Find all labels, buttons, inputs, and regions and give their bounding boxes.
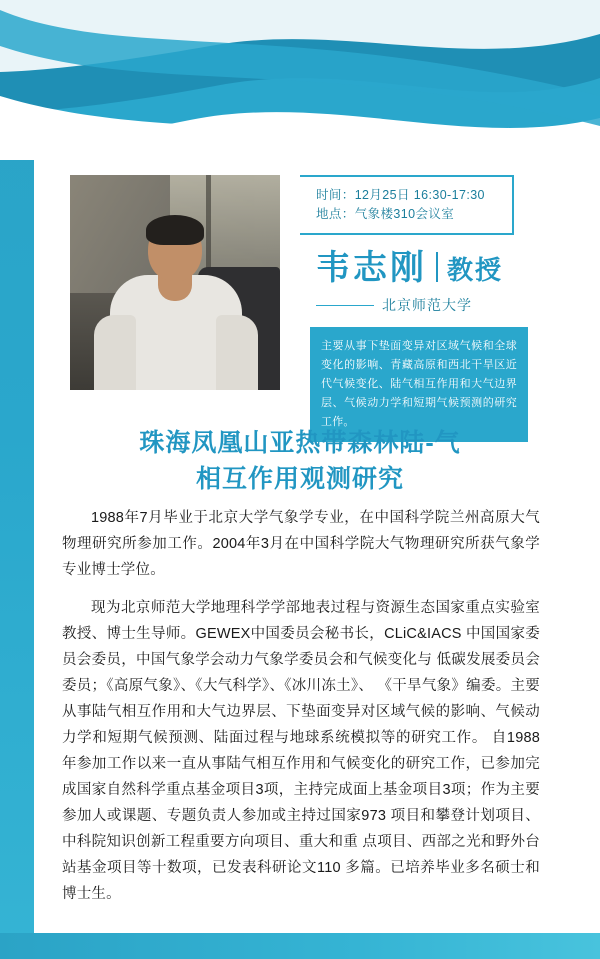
affiliation-text: 北京师范大学 <box>382 297 472 313</box>
biography-paragraph: 现为北京师范大学地理科学学部地表过程与资源生态国家重点实验室教授、博士生导师。GEWEX中国委员会秘书长，CLiC&IACS 中国国家委员会委员，中国气象学会动力气象学委员会和气候变化与 低碳发展委员会委员；《高原气象》、《大气科学》、《冰川冻土》、 《干旱气象》编委。主要从事陆气相互作用和大气边界层、下垫面变异对区域气候的影响、气候动力学和短期气候预测、陆面过程与地球系统模拟等的研究工作。 自1988 年参加工作以来一直从事陆气相互作用和气候变化的研究工作，已参加完成国家自然科学重点基金项目3项，主持完成面上基金项目3项；作为主要参加人或课题、专题负责人参加或主持过国家973 项目和攀登计划项目、中科院知识创新工程重要方向项目、重大和重 点项目、西部之光和野外台站基金项目等十数项，已发表科研论文110 多篇。已培养毕业多名硕士和博士生。 <box>62 600 540 902</box>
talk-title-line-2: 相互作用观测研究 <box>195 465 404 493</box>
place-line: 地点：气象楼310会议室 <box>316 207 455 221</box>
photo-person-arm-left <box>94 315 136 390</box>
speaker-info-panel <box>300 175 532 442</box>
speaker-name-row <box>300 249 532 287</box>
speaker-name: 韦志刚 <box>316 249 427 287</box>
name-divider <box>436 252 438 282</box>
photo-person-hair <box>146 215 204 245</box>
speaker-title: 教授 <box>447 255 504 285</box>
bottom-border-decoration <box>0 933 600 959</box>
speaker-photo <box>70 175 280 390</box>
biography-paragraph: 1988年7月毕业于北京大学气象学专业，在中国科学院兰州高原大气物理研究所参加工作。2004年3月在中国科学院大气物理研究所获气象学专业博士学位。 <box>62 510 540 578</box>
speaker-bio-box: 主要从事下垫面变异对区域气候和全球变化的影响、青藏高原和西北干旱区近代气候变化、陆气相互作用和大气边界层、气候动力学和短期气候预测的研究工作。 <box>310 327 528 442</box>
time-line: 时间：12月25日 16:30-17:30 <box>316 188 485 202</box>
affiliation-row <box>300 295 532 315</box>
photo-person-arm-right <box>216 315 258 390</box>
header-wave-decoration <box>0 0 600 160</box>
talk-title-line-1: 珠海凤凰山亚热带森林陆-气 <box>139 429 461 457</box>
talk-title <box>60 425 540 497</box>
speaker-biography-body <box>62 505 540 919</box>
time-place-box <box>300 175 514 235</box>
affiliation-rule <box>316 305 374 306</box>
